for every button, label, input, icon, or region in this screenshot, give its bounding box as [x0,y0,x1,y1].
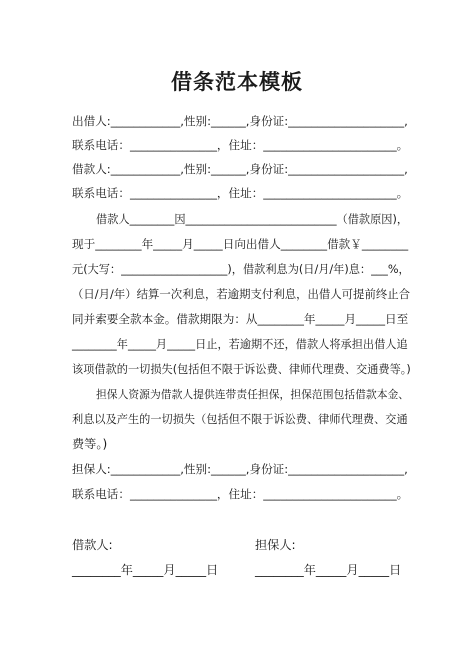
borrower-signature-label: 借款人: [72,538,113,552]
borrower-signature-date: ________年_____月_____日 [72,563,219,577]
loss-clause-line: 该项借款的一切损失(包括但不限于诉讼费、律师代理费、交通费等。) [72,363,411,376]
guarantor-info-line: 担保人:____________,性别:______,身份证:____________________, [72,462,408,476]
guarantor-signature-date: ________年_____月_____日 [255,563,402,577]
guarantee-line-2: 利息以及产生的一切损失（包括但不限于诉讼费、律师代理费、交通 [72,413,408,426]
guarantor-signature-label: 担保人: [255,538,296,552]
guarantor-contact-line: 联系电话：_______________，住址：_______________________。 [72,487,409,501]
loan-date-line: 现于________年_____月_____日向出借人________借款￥________ [72,237,409,251]
lender-info-line: 出借人:____________,性别:______,身份证:____________________, [72,114,408,128]
borrower-info-line: 借款人:____________,性别:______,身份证:____________________, [72,162,408,176]
lender-contact-line: 联系电话：_______________，住址：_______________________。 [72,138,409,152]
document-title: 借条范本模板 [171,70,303,94]
borrower-contact-line: 联系电话：_______________，住址：_______________________。 [72,186,409,200]
interest-line: （日/月/年）结算一次利息，若逾期支付利息，出借人可提前终止合 [72,287,411,301]
loan-amount-line: 元(大写：___________________)，借款利息为(日/月/年)息：___%， [72,263,410,276]
loan-reason-line: 借款人________因___________________________（借款原因)， [96,213,409,226]
guarantee-line-3: 费等。) [72,437,108,451]
term-end-line: ________年_____月_____日止，若逾期不还，借款人将承担出借人追 [72,338,408,351]
guarantee-line-1: 担保人资源为借款人提供连带责任担保，担保范围包括借款本金、 [96,388,410,401]
term-start-line: 同并索要全款本金。借款期限为：从________年_____月_____日至 [72,312,409,326]
